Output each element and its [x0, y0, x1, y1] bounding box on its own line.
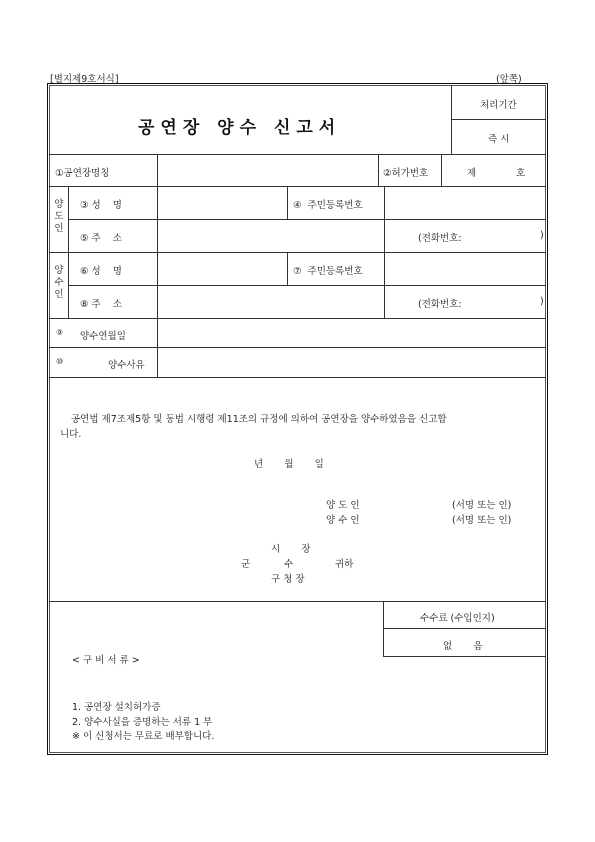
permit-suffix: 호: [516, 168, 526, 179]
transferee-group-label: 양 수 인: [54, 265, 64, 300]
declaration-line-1: 공연법 제7조제5항 및 동법 시행령 제11조의 규정에 의하여 공연장을 양수하였음을 신고합: [71, 414, 447, 425]
transferor-name-label: ③ 성 명: [80, 200, 122, 211]
signer-transferee-label: 양 수 인: [326, 515, 360, 526]
permit-number-field[interactable]: [479, 155, 514, 185]
form-title: 공연장 양수 신고서: [138, 118, 342, 138]
transferor-id-label: ④ 주민등록번호: [293, 200, 363, 211]
signer-transferor-label: 양 도 인: [326, 500, 360, 511]
transfer-reason-number: ⑩: [56, 357, 64, 366]
addressee-district: 구 청 장: [271, 574, 305, 585]
transferee-id-field[interactable]: [385, 253, 545, 284]
transferee-address-field[interactable]: [158, 286, 383, 317]
declaration-line-2: 니다.: [60, 429, 82, 440]
transferee-phone-label: (전화번호:: [418, 299, 462, 310]
transferee-address-label: ⑧ 주 소: [80, 299, 122, 310]
permit-number-label: ②허가번호: [383, 168, 429, 179]
signer-transferor-sign: (서명 또는 인): [452, 500, 512, 511]
addressee-county-head: 수: [284, 559, 294, 570]
page-side-label: (앞쪽): [496, 74, 522, 85]
transferor-name-field[interactable]: [158, 187, 286, 218]
transferee-phone-close: ): [540, 296, 544, 307]
signer-transferee-sign: (서명 또는 인): [452, 515, 512, 526]
transferee-name-field[interactable]: [158, 253, 286, 284]
transferor-id-field[interactable]: [385, 187, 545, 218]
transferor-phone-close: ): [540, 230, 544, 241]
addressee-county: 군: [241, 559, 251, 570]
fee-value: 없 음: [443, 641, 483, 652]
transfer-date-number: ⑨: [56, 328, 64, 337]
form-number: [별지제9호서식]: [50, 74, 119, 85]
venue-name-label: ①공연장명칭: [55, 168, 110, 179]
transferee-id-label: ⑦ 주민등록번호: [293, 266, 363, 277]
transferor-address-label: ⑤ 주 소: [80, 233, 122, 244]
transfer-reason-field[interactable]: [158, 348, 545, 376]
processing-period-value: 즉 시: [488, 134, 510, 145]
transfer-reason-label: 양수사유: [108, 360, 145, 371]
transferor-phone-label: (전화번호:: [418, 233, 462, 244]
document-item-1: 1. 공연장 설치허가증: [72, 702, 161, 713]
document-item-2: 2. 양수사실을 증명하는 서류 1 부: [72, 717, 213, 728]
processing-period-label: 처리기간: [480, 100, 517, 111]
transferee-name-label: ⑥ 성 명: [80, 266, 122, 277]
venue-name-field[interactable]: [158, 155, 377, 185]
transferor-group-label: 양 도 인: [54, 199, 64, 234]
transfer-date-field[interactable]: [158, 319, 545, 346]
addressee-honorific: 귀하: [335, 559, 354, 570]
fee-label: 수수료 (수입인지): [420, 613, 495, 624]
free-distribution-note: ※ 이 신청서는 무료로 배부합니다.: [72, 731, 215, 742]
documents-heading: < 구 비 서 류 >: [72, 655, 140, 666]
addressee-mayor: 시 장: [271, 544, 311, 555]
transferor-address-field[interactable]: [158, 220, 383, 251]
permit-prefix: 제: [467, 168, 477, 179]
transfer-date-label: 양수연월일: [80, 331, 126, 342]
declaration-date: 년 월 일: [254, 459, 324, 470]
